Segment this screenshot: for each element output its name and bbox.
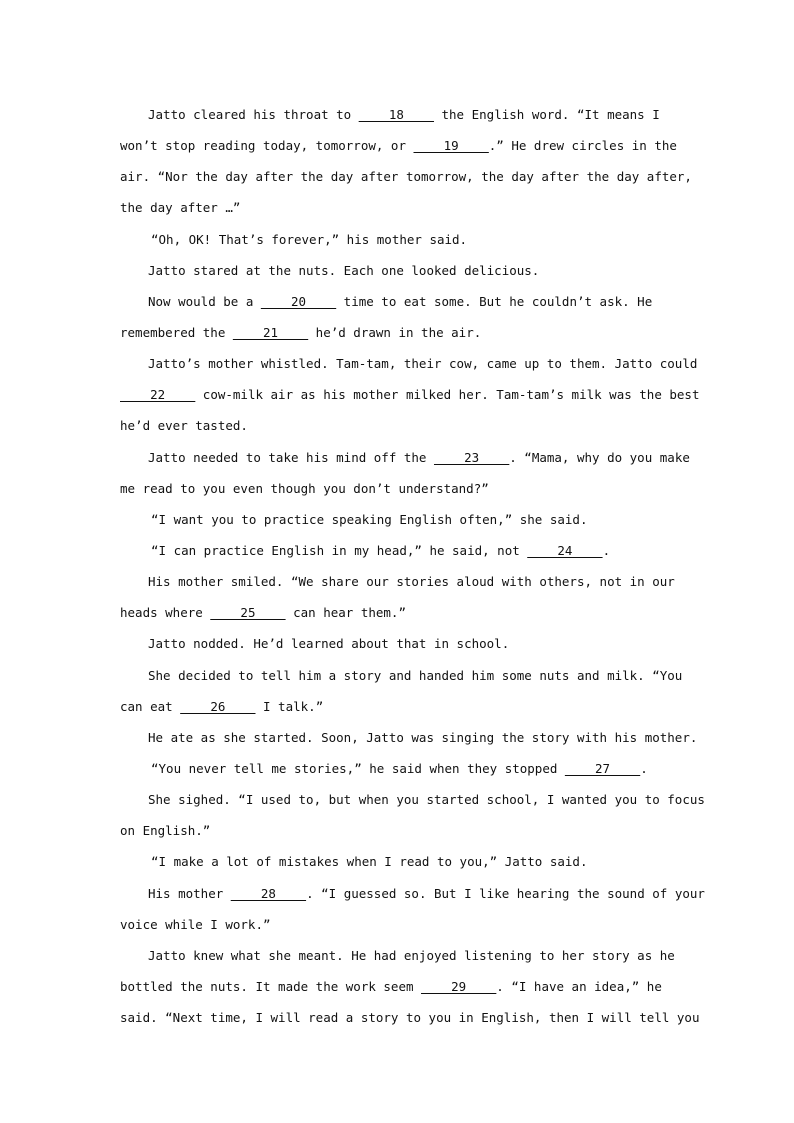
text-line [120, 410, 676, 441]
answer-blank: ____29____ [421, 978, 497, 994]
text-line [120, 691, 676, 722]
answer-blank: ____21____ [232, 324, 309, 340]
answer-blank: ____22____ [120, 387, 196, 403]
answer-blank: ____27____ [564, 760, 641, 776]
text-segment: can eat [120, 698, 181, 714]
text-segment: . “Mama, why do you make [509, 449, 690, 465]
text-line [120, 566, 676, 597]
text-segment: won’t stop reading today, tomorrow, or [120, 138, 414, 154]
text-segment: I talk.” [255, 698, 324, 714]
text-line [120, 878, 705, 909]
text-segment: Jatto’s mother whistled. Tam-tam, their cow, came up to them. Jatto could [148, 356, 698, 372]
text-line [120, 442, 690, 473]
text-segment: heads where [120, 605, 211, 621]
text-segment: on English.” [120, 823, 211, 839]
text-line [120, 379, 700, 410]
answer-blank: ____28____ [230, 885, 307, 901]
text-line [120, 161, 692, 192]
text-segment: His mother smiled. “We share our stories aloud with others, not in our [148, 574, 675, 590]
text-segment: “I can practice English in my head,” he said, not [151, 542, 528, 558]
answer-blank: ____23____ [433, 449, 510, 465]
text-segment: me read to you even though you don’t understand?” [120, 480, 489, 496]
text-segment: . [602, 542, 611, 558]
text-line [120, 130, 676, 161]
text-line [120, 504, 676, 535]
text-segment: .” He drew circles in the [488, 138, 677, 154]
text-segment: “I make a lot of mistakes when I read to you,” Jatto said. [151, 854, 588, 870]
text-line [120, 317, 676, 348]
text-segment: “Oh, OK! That’s forever,” his mother said. [151, 231, 468, 247]
text-line [120, 597, 676, 628]
text-segment: Jatto needed to take his mind off the [148, 449, 434, 465]
text-line [120, 535, 676, 566]
text-segment: he’d drawn in the air. [308, 324, 482, 340]
text-line [120, 971, 676, 1002]
answer-blank: ____20____ [260, 293, 337, 309]
answer-blank: ____19____ [413, 138, 489, 154]
text-line [120, 753, 676, 784]
text-line [120, 192, 676, 223]
text-segment: remembered the [120, 324, 233, 340]
text-line [120, 660, 683, 691]
text-line [120, 846, 676, 877]
text-segment: time to eat some. But he couldn’t ask. He [336, 293, 653, 309]
text-segment: the English word. “It means I [433, 107, 660, 122]
text-segment: Jatto cleared his throat to [148, 107, 359, 122]
text-segment: cow-milk air as his mother milked her. Tam-tam’s milk was the best [195, 387, 700, 403]
text-segment: She decided to tell him a story and handed him some nuts and milk. “You [148, 667, 683, 683]
text-segment: air. “Nor the day after the day after tomorrow, the day after the day after, [120, 169, 692, 185]
text-line [120, 224, 676, 255]
text-segment: . “I guessed so. But I like hearing the sound of your [306, 885, 705, 901]
text-segment: said. “Next time, I will read a story to you in English, then I will tell you [120, 1010, 700, 1026]
text-line [120, 473, 676, 504]
text-line [120, 815, 676, 846]
text-segment: . “I have an idea,” he [496, 978, 662, 994]
text-segment: he’d ever tasted. [120, 418, 248, 434]
passage-text [120, 99, 705, 1033]
text-line [120, 628, 676, 659]
text-segment: She sighed. “I used to, but when you started school, I wanted you to focus [148, 792, 705, 808]
text-line [120, 940, 676, 971]
text-line [120, 784, 705, 815]
text-segment: Jatto knew what she meant. He had enjoyed listening to her story as he [148, 947, 675, 963]
text-line [120, 286, 676, 317]
text-line [120, 722, 698, 753]
text-segment: “I want you to practice speaking English often,” she said. [151, 511, 588, 527]
text-segment: Jatto stared at the nuts. Each one looked delicious. [148, 262, 540, 278]
answer-blank: ____18____ [358, 107, 434, 122]
text-segment: voice while I work.” [120, 916, 271, 932]
text-segment: Now would be a [148, 293, 261, 309]
text-line [120, 1002, 700, 1033]
text-line [120, 255, 676, 286]
text-segment: He ate as she started. Soon, Jatto was singing the story with his mother. [148, 729, 698, 745]
text-line [120, 909, 676, 940]
text-segment: Jatto nodded. He’d learned about that in school. [148, 636, 510, 652]
text-line [120, 99, 676, 130]
text-line [120, 348, 698, 379]
text-segment: can hear them.” [285, 605, 406, 621]
answer-blank: ____26____ [180, 698, 256, 714]
answer-blank: ____24____ [527, 542, 603, 558]
answer-blank: ____25____ [210, 605, 286, 621]
text-segment: . [640, 760, 648, 776]
text-segment: “You never tell me stories,” he said when they stopped [151, 760, 565, 776]
text-segment: bottled the nuts. It made the work seem [120, 978, 422, 994]
text-segment: the day after …” [120, 200, 241, 216]
text-segment: His mother [148, 885, 231, 901]
